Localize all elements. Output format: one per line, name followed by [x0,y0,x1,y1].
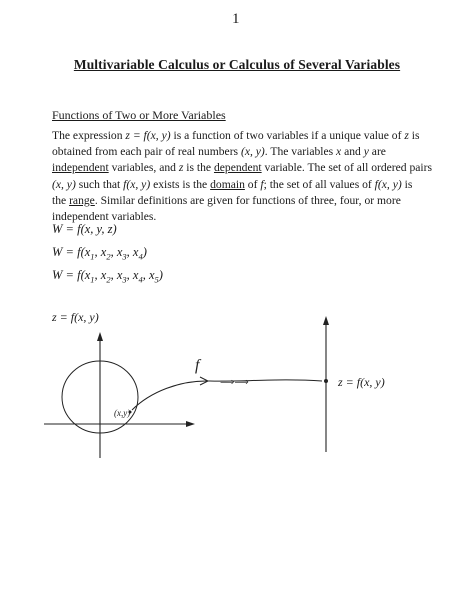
left-y-axis-arrowhead [97,332,103,341]
figure-label-right: z = f(x, y) [338,375,385,389]
equation-four-variables: $W = f(x_1$, $x_2$, $x_3$, $x_4$) [52,245,147,262]
point-label: (x,y) [114,408,131,418]
term-dependent: dependent [213,161,262,175]
equation-five-variables: $W = f(x_1$, $x_2$, $x_3$, $x_4$, $x_5$) [52,268,163,285]
term-domain: domain [210,177,245,191]
right-z-axis-arrowhead [323,316,329,325]
paragraph-line-3: independent variables, and z is the dependent variable. The set of all ordered pairs [52,161,433,175]
term-range: range [69,193,95,207]
paragraph-line-5: the range. Similar definitions are given for functions of three, four, or more [52,193,401,207]
left-x-axis-arrowhead [186,421,195,427]
section-heading: Functions of Two or More Variables [52,108,226,122]
equation-three-variables: W = f(x, y, z) [52,222,117,236]
range-point [324,379,328,383]
page-title: Multivariable Calculus or Calculus of Several Variables [73,57,401,72]
paragraph-line-4: (x, y) such that f(x, y) exists is the domain of f; the set of all values of f(x, y) is [52,177,413,191]
implication-arrows: ⟹⟹ [220,377,249,388]
paragraph-line-6: independent variables. [52,210,157,224]
paragraph-line-1: The expression z = f(x, y) is a function of two variables if a unique value of z is [52,129,420,142]
figure-label-left: z = f(x, y) [52,310,99,324]
page-number: 1 [232,11,240,27]
term-independent: independent [52,161,109,175]
function-label-f: f [195,357,200,374]
paragraph-line-2: obtained from each pair of real numbers (x, y). The variables x and y are [52,145,386,159]
